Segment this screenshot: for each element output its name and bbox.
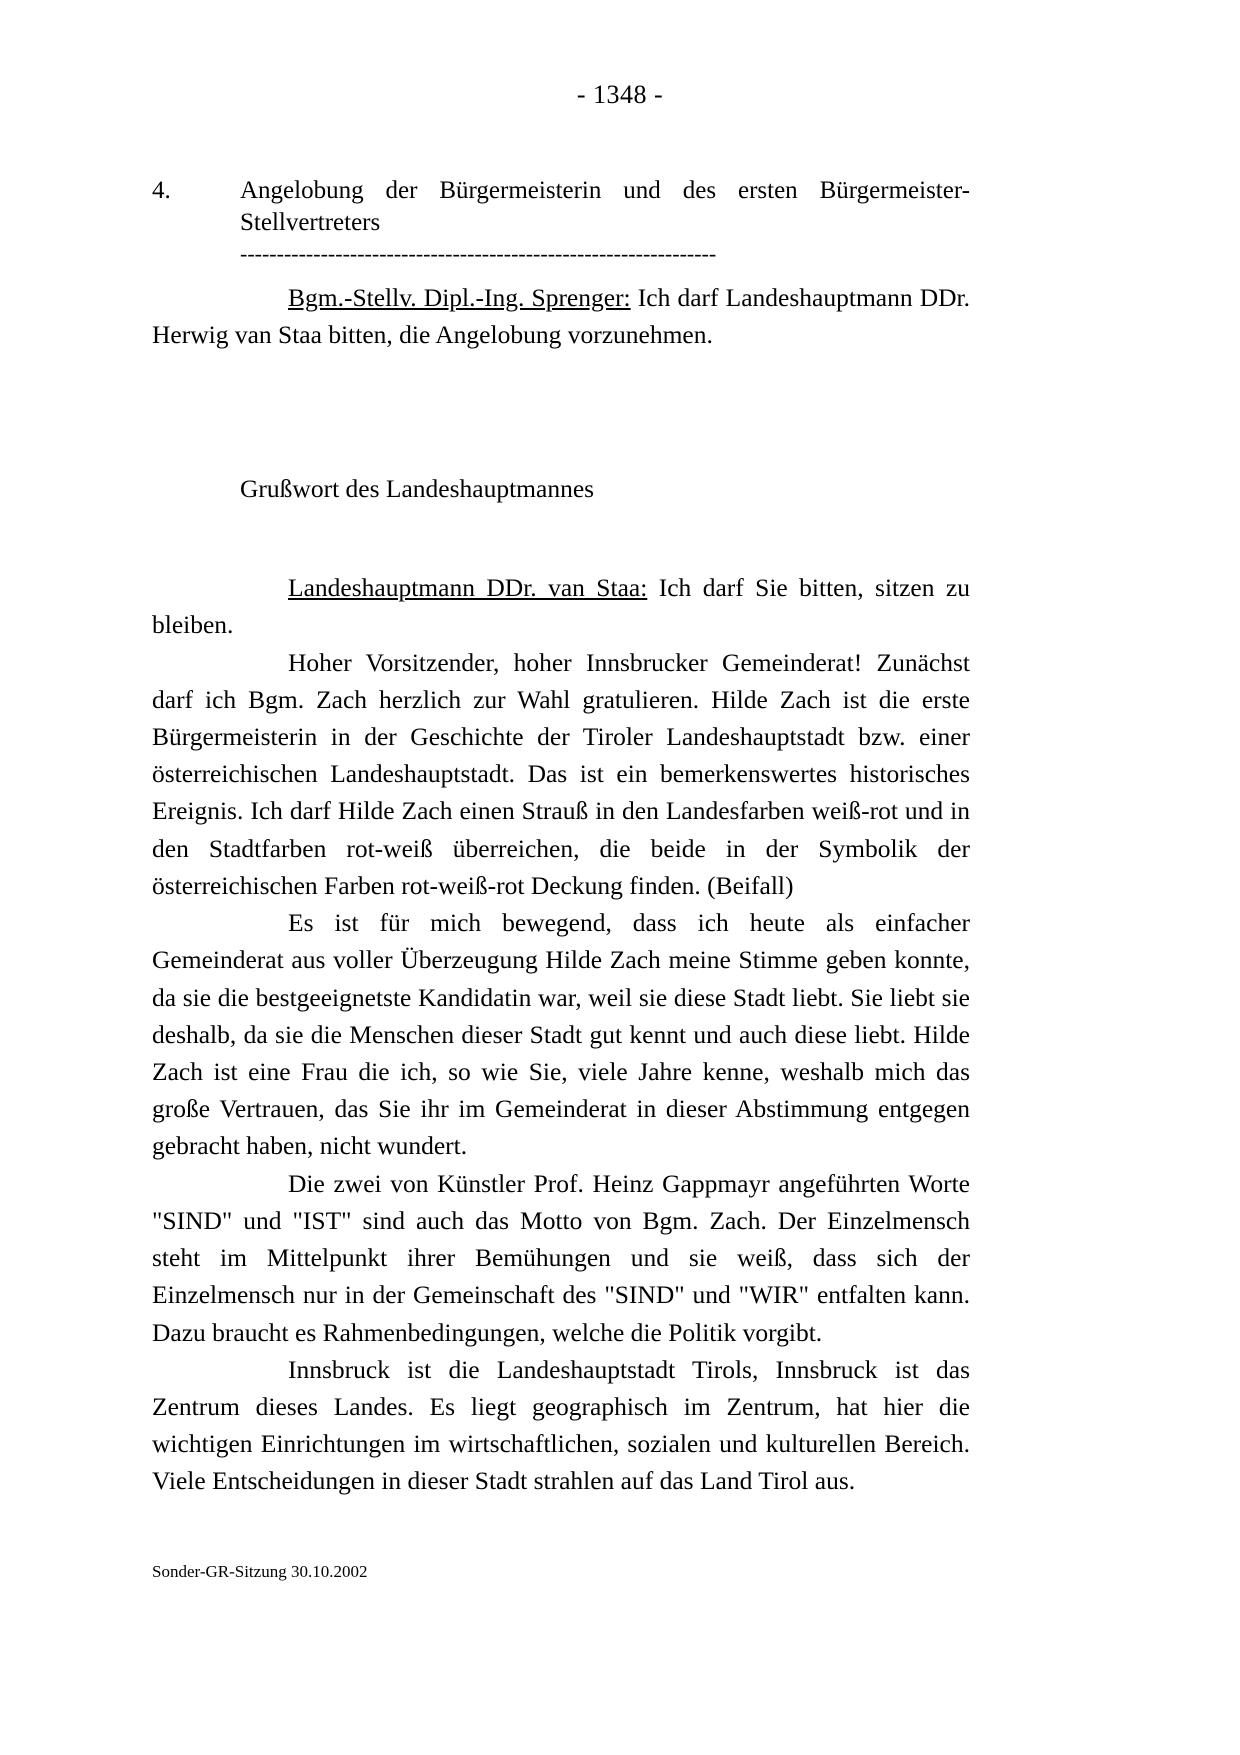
speech-block-van-staa xyxy=(152,569,970,1499)
paragraph-text: Die zwei von Künstler Prof. Heinz Gappmayr angeführten Worte "SIND" und "IST" sind auch das Motto von Bgm. Zach. Der Einzelmensch steht im Mittelpunkt ihrer Bemühungen und sie weiß, dass sich der Einzelmensch nur in der Gemeinschaft des "SIND" und "WIR" entfalten kann. Dazu braucht es Rahmenbedingungen, welche die Politik vorgibt. xyxy=(152,1168,970,1347)
page-footer: Sonder-GR-Sitzung 30.10.2002 xyxy=(152,1562,368,1581)
page-number: - 1348 - xyxy=(576,80,664,109)
section-heading-grusswort: Grußwort des Landeshauptmannes xyxy=(240,474,595,504)
speaker-name: Landeshauptmann DDr. van Staa: xyxy=(288,573,648,603)
paragraph-text: Innsbruck ist die Landeshauptstadt Tirols, Innsbruck ist das Zentrum dieses Landes. Es liegt geographisch im Zentrum, hat hier die wichtigen Einrichtungen im wirtschaftlichen, sozialen und kulturellen Bereich. Viele Entscheidungen in dieser Stadt strahlen auf das Land Tirol aus. xyxy=(152,1354,970,1496)
speech-paragraph xyxy=(152,569,970,643)
agenda-item xyxy=(152,175,970,239)
speech-text: Ich darf Landeshauptmann DDr. Herwig van Staa bitten, die Angelobung vorzunehmen. xyxy=(152,283,971,350)
speech-paragraph xyxy=(152,279,970,353)
speech-text: Ich darf Sie bitten, sitzen zu bleiben. xyxy=(152,573,970,640)
paragraph-text: Hoher Vorsitzender, hoher Innsbrucker Gemeinderat! Zunächst darf ich Bgm. Zach herzlich zur Wahl gratulieren. Hilde Zach ist die erste Bürgermeisterin in der Geschichte der Tiroler Landeshauptstadt bzw. einer österreichischen Landeshauptstadt. Das ist ein bemerkenswertes historisches Ereignis. Ich darf Hilde Zach einen Strauß in den Landesfarben weiß-rot und in den Stadtfarben rot-weiß überreichen, die beide in der Symbolik der österreichischen Farben rot-weiß-rot Deckung finden. (Beifall) xyxy=(152,647,970,900)
paragraph-text: Es ist für mich bewegend, dass ich heute als einfacher Gemeinderat aus voller Überzeugung Hilde Zach meine Stimme geben konnte, da sie die bestgeeignetste Kandidatin war, weil sie diese Stadt liebt. Sie liebt sie deshalb, da sie die Menschen dieser Stadt gut kennt und auch diese liebt. Hilde Zach ist eine Frau die ich, so wie Sie, viele Jahre kenne, weshalb mich das große Vertrauen, das Sie ihr im Gemeinderat in dieser Abstimmung entgegen gebracht haben, nicht wundert. xyxy=(152,908,970,1161)
agenda-item-number: 4. xyxy=(152,177,171,204)
section-divider: ----------------------------------------------------------------- xyxy=(240,241,717,266)
body-paragraph xyxy=(152,1165,970,1351)
body-paragraph xyxy=(152,904,970,1165)
body-paragraph xyxy=(152,1351,970,1500)
document-body xyxy=(152,175,970,1500)
body-paragraph xyxy=(152,644,970,905)
agenda-item-title: Angelobung der Bürgermeisterin und des ersten Bürgermeister-Stellvertreters xyxy=(240,177,970,236)
speaker-name: Bgm.-Stellv. Dipl.-Ing. Sprenger: xyxy=(288,283,631,312)
speech-block-sprenger xyxy=(152,279,970,353)
